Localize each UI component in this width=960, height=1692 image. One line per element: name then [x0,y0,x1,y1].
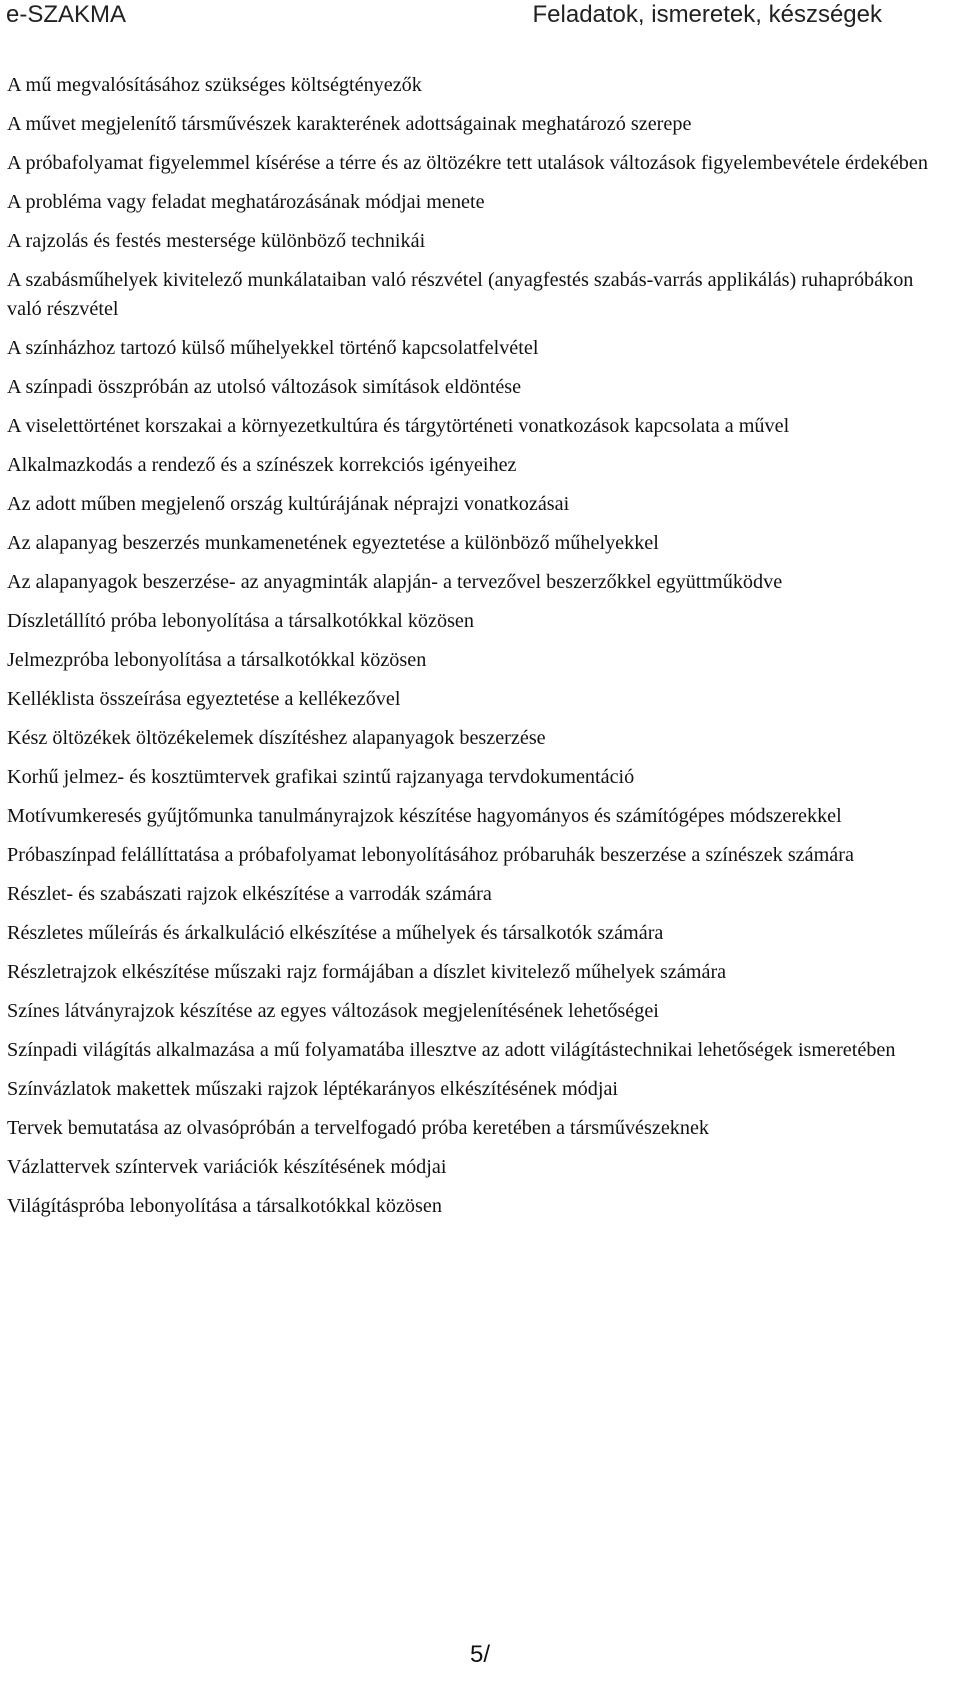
list-item: A rajzolás és festés mestersége különböző technikái [7,230,426,252]
list-item: Alkalmazkodás a rendező és a színészek korrekciós igényeihez [7,454,517,476]
header-brand: e-SZAKMA [6,1,127,28]
list-item: Részletes műleírás és árkalkuláció elkészítése a műhelyek és társalkotók számára [7,922,664,944]
list-item: Vázlattervek színtervek variációk készítésének módjai [7,1156,447,1178]
list-item: Díszletállító próba lebonyolítása a társalkotókkal közösen [7,610,474,632]
list-item: A próbafolyamat figyelemmel kísérése a térre és az öltözékre tett utalások változások figyelembevétele érdekében [7,152,928,174]
list-item: Színpadi világítás alkalmazása a mű folyamatába illesztve az adott világítástechnikai lehetőségek ismeretében [7,1039,896,1061]
list-item: Színvázlatok makettek műszaki rajzok léptékarányos elkészítésének módjai [7,1078,619,1100]
list-item: Részletrajzok elkészítése műszaki rajz formájában a díszlet kivitelező műhelyek számára [7,961,727,983]
list-item: Kész öltözékek öltözékelemek díszítéshez alapanyagok beszerzése [7,727,546,749]
list-item: Részlet- és szabászati rajzok elkészítése a varrodák számára [7,883,492,905]
list-item: Az alapanyagok beszerzése- az anyagminták alapján- a tervezővel beszerzőkkel együttműködve [7,571,783,593]
list-item: Világításpróba lebonyolítása a társalkotókkal közösen [7,1195,442,1217]
list-item: Színes látványrajzok készítése az egyes változások megjelenítésének lehetőségei [7,1000,659,1022]
list-item: Tervek bemutatása az olvasópróbán a tervelfogadó próba keretében a társművészeknek [7,1117,710,1139]
list-item: A színpadi összpróbán az utolsó változások simítások eldöntése [7,376,522,398]
page-header [0,0,960,40]
list-item: Motívumkeresés gyűjtőmunka tanulmányrajzok készítése hagyományos és számítógépes módszerekkel [7,805,842,827]
page-number: 5/ [469,1641,490,1668]
task-list [7,71,947,1231]
list-item: Az adott műben megjelenő ország kultúrájának néprajzi vonatkozásai [7,493,570,515]
list-item: A színházhoz tartozó külső műhelyekkel történő kapcsolatfelvétel [7,337,539,359]
list-item: A művet megjelenítő társművészek karakterének adottságainak meghatározó szerepe [7,113,692,135]
list-item: Jelmezpróba lebonyolítása a társalkotókkal közösen [7,649,427,671]
list-item: Az alapanyag beszerzés munkamenetének egyeztetése a különböző műhelyekkel [7,532,659,554]
list-item: Próbaszínpad felállíttatása a próbafolyamat lebonyolításához próbaruhák beszerzése a színészek számára [7,844,854,866]
list-item: A szabásműhelyek kivitelező munkálataiban való részvétel (anyagfestés szabás-varrás applikálás) ruhapróbákon való részvétel [7,269,914,320]
list-item: Korhű jelmez- és kosztümtervek grafikai szintű rajzanyaga tervdokumentáció [7,766,635,788]
list-item: Kelléklista összeírása egyeztetése a kellékezővel [7,688,401,710]
header-section-title: Feladatok, ismeretek, készségek [532,1,882,28]
list-item: A probléma vagy feladat meghatározásának módjai menete [7,191,485,213]
list-item: A mű megvalósításához szükséges költségtényezők [7,74,422,96]
list-item: A viselettörténet korszakai a környezetkultúra és tárgytörténeti vonatkozások kapcsolata a művel [7,415,790,437]
